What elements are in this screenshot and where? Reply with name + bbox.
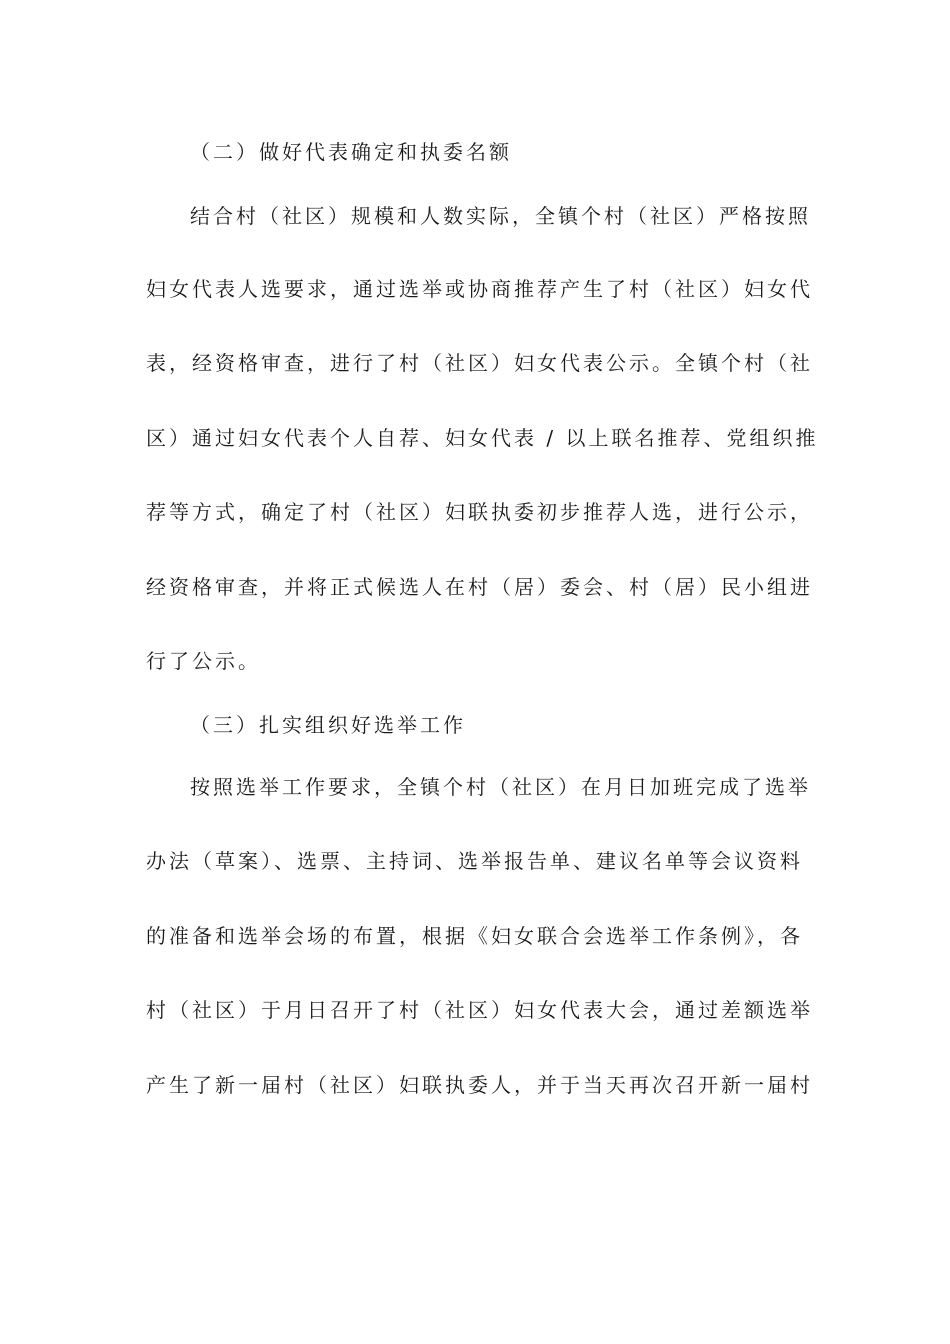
section-heading-3: （三）扎实组织好选举工作	[190, 713, 466, 737]
section-heading-2: （二）做好代表确定和执委名额	[190, 140, 512, 164]
paragraph-line: 结合村（社区）规模和人数实际，全镇个村（社区）严格按照	[190, 204, 811, 228]
paragraph-line: 表，经资格审查，进行了村（社区）妇女代表公示。全镇个村（社	[146, 351, 813, 375]
paragraph-line: 按照选举工作要求，全镇个村（社区）在月日加班完成了选举	[190, 775, 811, 799]
paragraph-line: 的准备和选举会场的布置，根据《妇女联合会选举工作条例》，各	[146, 924, 803, 948]
paragraph-line: 产生了新一届村（社区）妇联执委人，并于当天再次召开新一届村	[146, 1073, 813, 1097]
paragraph-line: 区）通过妇女代表个人自荐、妇女代表 / 以上联名推荐、党组织推	[146, 426, 819, 450]
paragraph-line: 荐等方式，确定了村（社区）妇联执委初步推荐人选，进行公示，	[146, 500, 813, 524]
paragraph-line: 村（社区）于月日召开了村（社区）妇女代表大会，通过差额选举	[146, 998, 813, 1022]
paragraph-line: 妇女代表人选要求，通过选举或协商推荐产生了村（社区）妇女代	[146, 277, 813, 301]
paragraph-line: 行了公示。	[146, 649, 261, 673]
paragraph-line: 经资格审查，并将正式候选人在村（居）委会、村（居）民小组进	[146, 575, 813, 599]
paragraph-line: 办法（草案）、选票、主持词、选举报告单、建议名单等会议资料	[146, 849, 803, 873]
